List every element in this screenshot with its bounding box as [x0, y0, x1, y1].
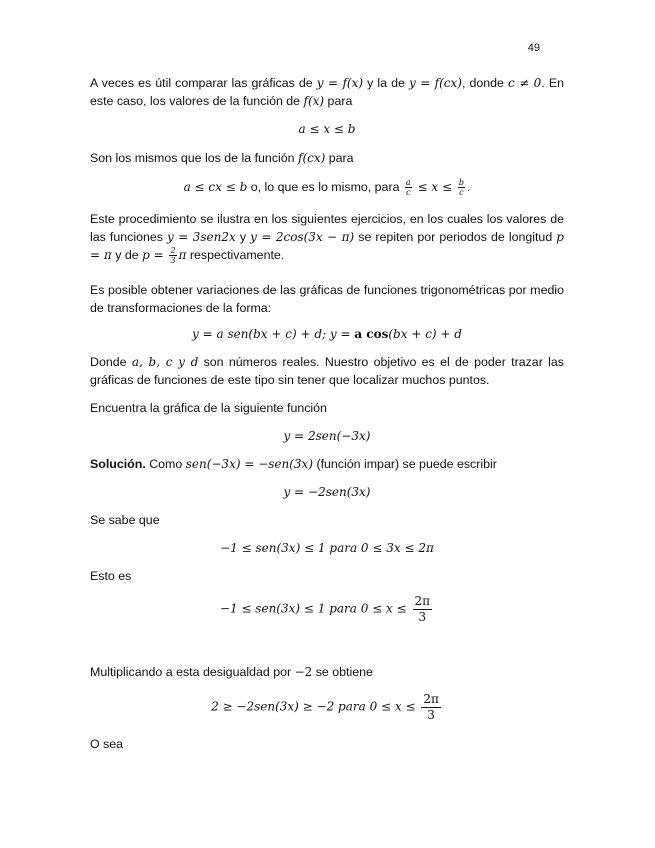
equation-exercise-function: y = 2sen(−3x) — [283, 429, 371, 443]
paragraph-multiply: Multiplicando a esta desigualdad por −2 se obtiene — [90, 665, 373, 679]
fraction-a-over-c: $\frac{a}{c}$ — [405, 178, 411, 197]
paragraph-known: Se sabe que — [90, 513, 160, 527]
paragraph-that-is-final: O sea — [90, 737, 124, 751]
equation-a-le-x-le-b: a ≤ x ≤ b — [298, 122, 356, 136]
solution-label: Solución. — [90, 457, 146, 471]
equation-multiplied-bounds: 2 ≥ −2sen(3x) ≥ −2 para 0 ≤ x ≤ $\frac{2\pi}{3}$ — [211, 692, 439, 722]
fraction-b-over-c: $\frac{b}{c}$ — [458, 178, 464, 197]
fraction-two-thirds: $\frac{2}{3}$ — [170, 246, 176, 265]
paragraph-that-is: Esto es — [90, 569, 132, 583]
fraction-two-pi-over-three: $\frac{2\pi}{3}$ — [414, 594, 431, 624]
paragraph-intro: A veces es útil comparar las gráficas de y = f(x) y la de y = f(cx), donde c ≠ 0. En este caso, los valores de la función de f(x) para — [90, 76, 564, 108]
paragraph-same-values: Son los mismos que los de la función f(cx) para — [90, 151, 354, 165]
equation-cx-range: a ≤ cx ≤ b o, lo que es lo mismo, para $\frac{a}{c}$ ≤ x ≤ $\frac{b}{c}$ . — [183, 178, 471, 197]
equation-general-forms: y = a sen(bx + c) + d; y = a cos(bx + c) + d — [192, 327, 462, 341]
equation-sine-bounds: −1 ≤ sen(3x) ≤ 1 para 0 ≤ 3x ≤ 2π — [220, 541, 434, 555]
paragraph-real-numbers: Donde a, b, c y d son números reales. Nuestro objetivo es el de poder trazar las gráficas de funciones de este tipo sin tener que localizar muchos puntos. — [90, 355, 564, 387]
paragraph-procedure: Este procedimiento se ilustra en los siguientes ejercicios, en los cuales los valores de las funciones y = 3sen2x y y = 2cos(3x − π) se repiten por periodos de longitud p = π y de p = $\frac{2}{3}$ π respectivamente. — [90, 212, 564, 265]
equation-rewritten-function: y = −2sen(3x) — [283, 485, 371, 499]
paragraph-exercise-prompt: Encuentra la gráfica de la siguiente función — [90, 401, 327, 415]
page-number: 49 — [527, 42, 540, 54]
paragraph-variations: Es posible obtener variaciones de las gráficas de funciones trigonométricas por medio de transformaciones de la forma: — [90, 283, 564, 315]
paragraph-solution: Solución. Como sen(−3x) = −sen(3x) (función impar) se puede escribir — [90, 457, 497, 471]
equation-sine-bounds-x: −1 ≤ sen(3x) ≤ 1 para 0 ≤ x ≤ $\frac{2\pi}{3}$ — [219, 594, 431, 624]
fraction-two-pi-over-three: $\frac{2\pi}{3}$ — [423, 692, 439, 722]
